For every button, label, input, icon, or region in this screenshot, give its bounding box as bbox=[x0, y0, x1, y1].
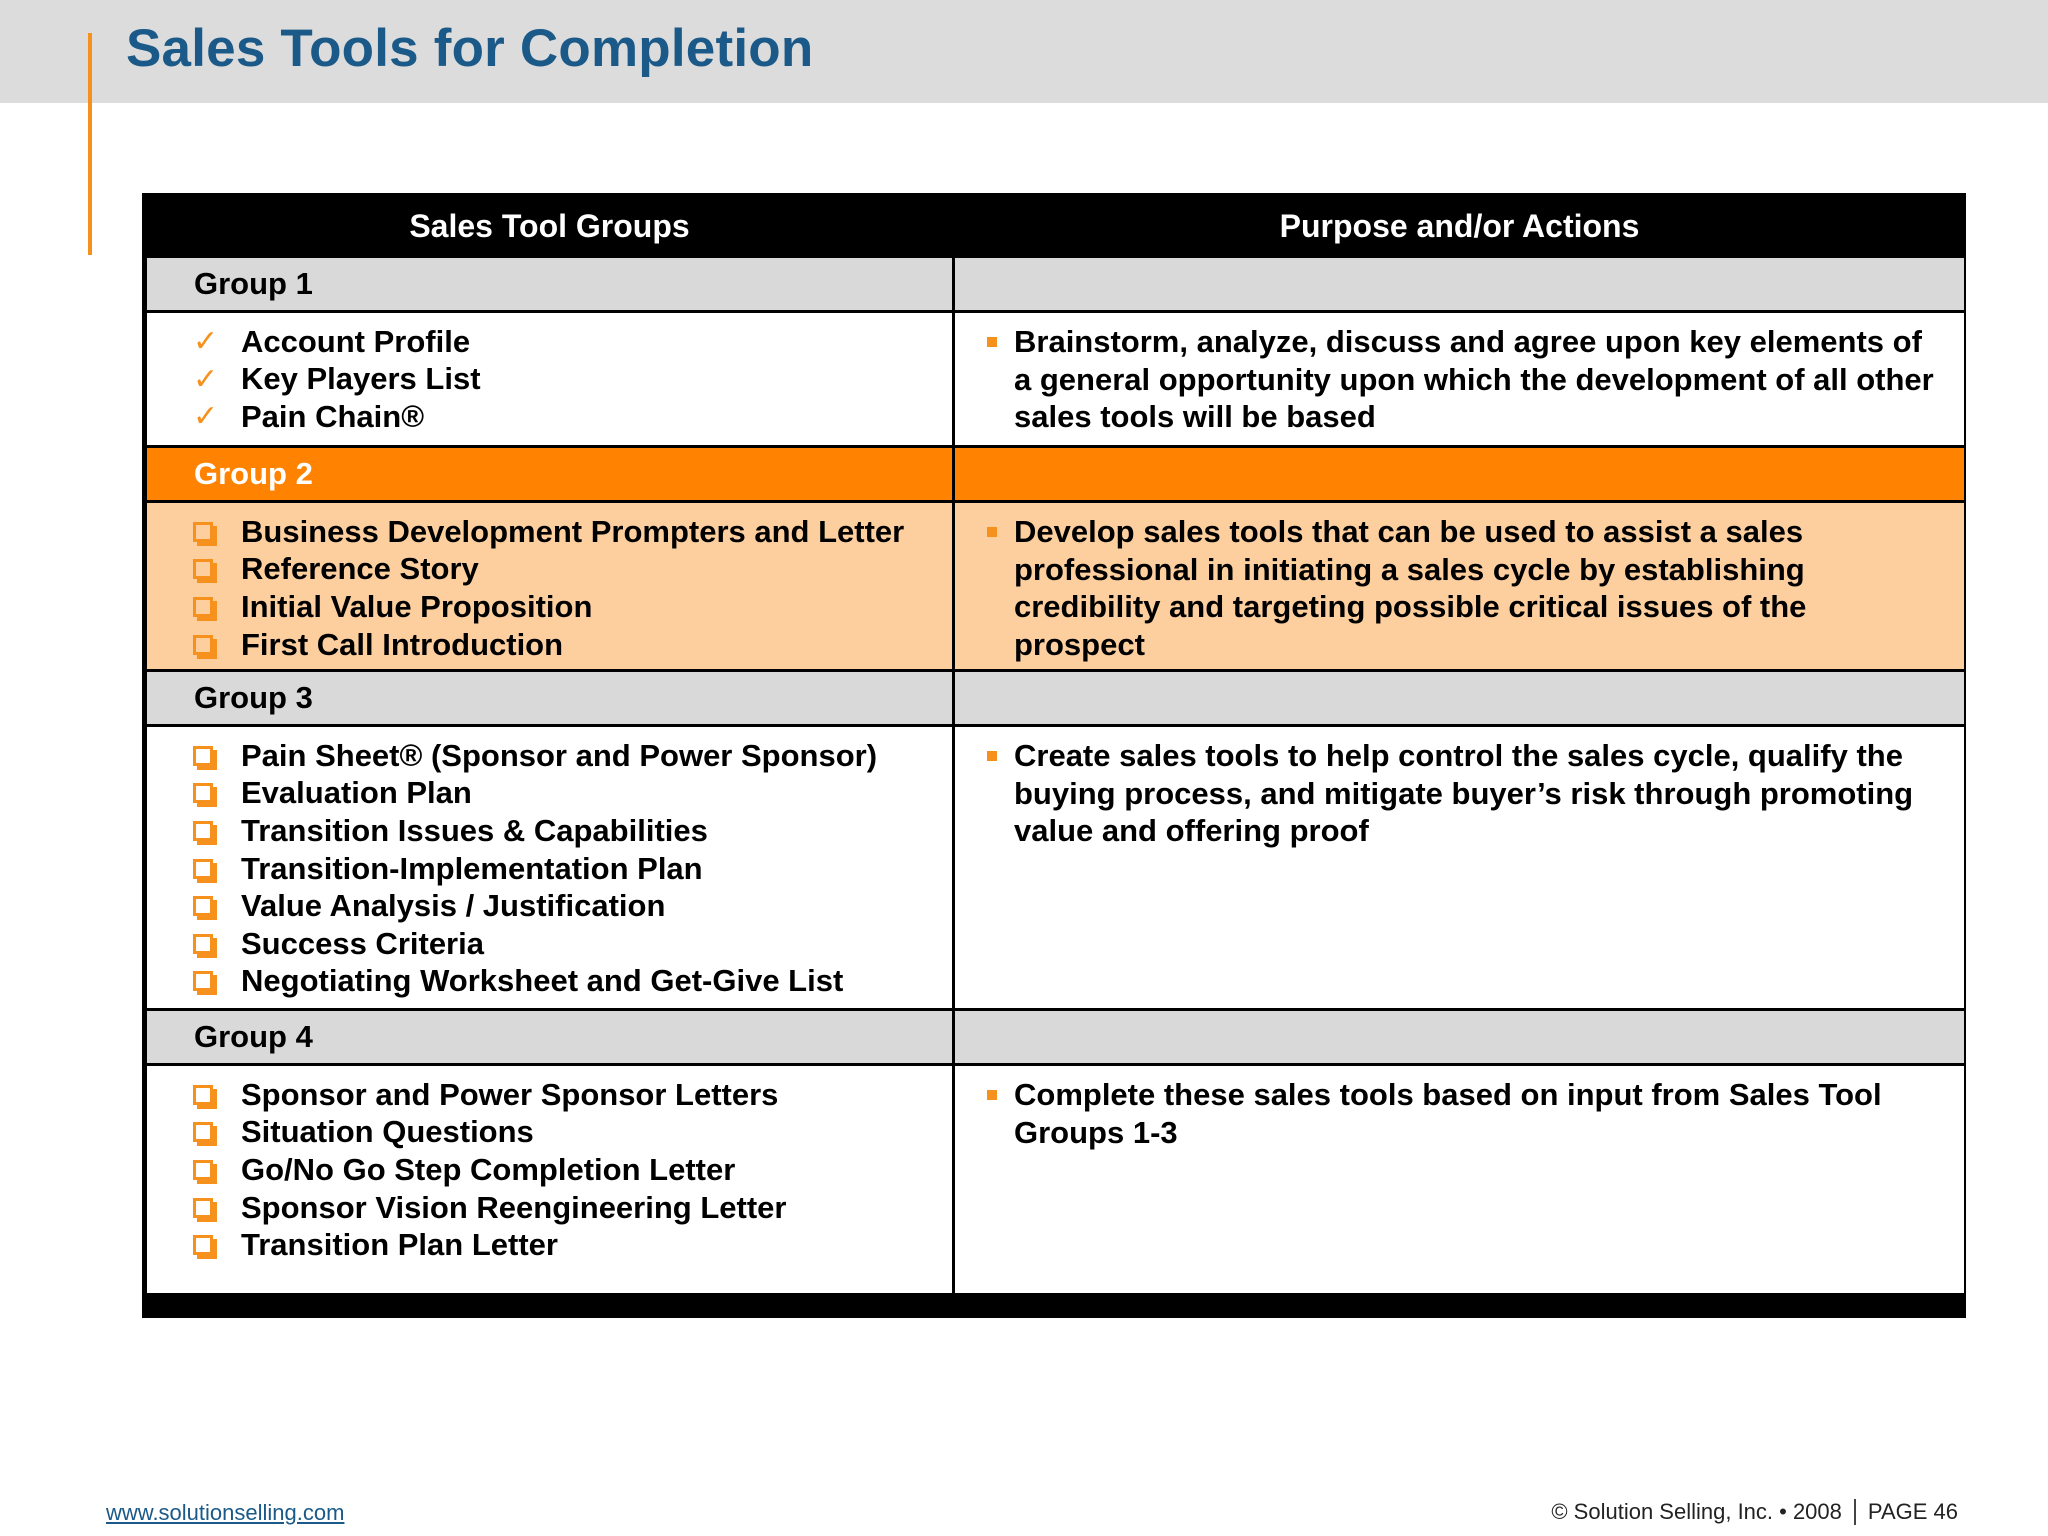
checkbox-icon bbox=[193, 934, 213, 954]
group-1-items bbox=[147, 310, 952, 445]
list-item: Success Criteria bbox=[193, 925, 952, 963]
group-4-label-filler bbox=[955, 1008, 1964, 1063]
checkbox-icon bbox=[193, 1198, 213, 1218]
list-item: Go/No Go Step Completion Letter bbox=[193, 1151, 952, 1189]
group-4-items bbox=[147, 1063, 952, 1293]
checkbox-icon bbox=[193, 635, 213, 655]
page-number: PAGE 46 bbox=[1867, 1499, 1958, 1524]
sales-tools-table bbox=[142, 193, 1966, 1318]
group-3-purpose: Create sales tools to help control the sales cycle, qualify the buying process, and mitigate buyer’s risk through promoting value and offering proof bbox=[955, 724, 1964, 1008]
checkbox-icon bbox=[193, 821, 213, 841]
column-header-purpose: Purpose and/or Actions bbox=[955, 198, 1964, 255]
list-item: Transition Plan Letter bbox=[193, 1226, 952, 1264]
group-1-label-filler bbox=[955, 255, 1964, 310]
list-item: Transition-Implementation Plan bbox=[193, 850, 952, 888]
list-item: ✓ Account Profile bbox=[193, 323, 471, 359]
group-3-label: Group 3 bbox=[147, 669, 952, 724]
group-2-items bbox=[147, 500, 952, 669]
copyright-text: © Solution Selling, Inc. • 2008 bbox=[1551, 1499, 1842, 1524]
checkmark-icon: ✓ bbox=[193, 325, 219, 359]
footer-divider bbox=[1854, 1499, 1856, 1525]
checkbox-icon bbox=[193, 1160, 213, 1180]
checkbox-icon bbox=[193, 971, 213, 991]
column-header-groups: Sales Tool Groups bbox=[147, 198, 952, 255]
accent-line bbox=[88, 33, 92, 255]
list-item: Value Analysis / Justification bbox=[193, 887, 952, 925]
group-2-purpose: Develop sales tools that can be used to assist a sales professional in initiating a sales cycle by establishing credibility and targeting possible critical issues of the prospect bbox=[955, 500, 1964, 669]
list-item: Sponsor Vision Reengineering Letter bbox=[193, 1189, 952, 1227]
group-2-label-filler bbox=[955, 445, 1964, 500]
page-title: Sales Tools for Completion bbox=[126, 19, 814, 78]
list-item: Initial Value Proposition bbox=[193, 588, 952, 626]
group-1-purpose: Brainstorm, analyze, discuss and agree upon key elements of a general opportunity upon which the development of all other sales tools will be based bbox=[955, 310, 1964, 445]
checkbox-icon bbox=[193, 559, 213, 579]
website-link[interactable]: www.solutionselling.com bbox=[106, 1500, 345, 1525]
group-1-label: Group 1 bbox=[147, 255, 952, 310]
list-item: Situation Questions bbox=[193, 1114, 952, 1152]
list-item: Evaluation Plan bbox=[193, 775, 952, 813]
checkmark-icon: ✓ bbox=[193, 400, 219, 434]
list-item: ✓ Key Players List bbox=[193, 361, 481, 397]
group-3-items bbox=[147, 724, 952, 1008]
square-bullet-icon bbox=[987, 337, 997, 347]
square-bullet-icon bbox=[987, 527, 997, 537]
checkbox-icon bbox=[193, 1085, 213, 1105]
list-item: Transition Issues & Capabilities bbox=[193, 812, 952, 850]
list-item: ✓ Pain Chain® bbox=[193, 398, 425, 434]
checkbox-icon bbox=[193, 597, 213, 617]
list-item: First Call Introduction bbox=[193, 626, 952, 664]
group-3-label-filler bbox=[955, 669, 1964, 724]
list-item: Business Development Prompters and Letter bbox=[193, 513, 952, 551]
list-item: Reference Story bbox=[193, 551, 952, 589]
checkmark-icon: ✓ bbox=[193, 362, 219, 396]
checkbox-icon bbox=[193, 859, 213, 879]
list-item: Pain Sheet® (Sponsor and Power Sponsor) bbox=[193, 737, 952, 775]
checkbox-icon bbox=[193, 746, 213, 766]
checkbox-icon bbox=[193, 1122, 213, 1142]
checkbox-icon bbox=[193, 1235, 213, 1255]
group-2-label: Group 2 bbox=[147, 445, 952, 500]
footer-copyright-block bbox=[1551, 1499, 1958, 1525]
checkbox-icon bbox=[193, 522, 213, 542]
checkbox-icon bbox=[193, 783, 213, 803]
list-item: Negotiating Worksheet and Get-Give List bbox=[193, 963, 952, 1001]
group-4-purpose: Complete these sales tools based on input from Sales Tool Groups 1-3 bbox=[955, 1063, 1964, 1293]
list-item: Sponsor and Power Sponsor Letters bbox=[193, 1076, 952, 1114]
square-bullet-icon bbox=[987, 751, 997, 761]
square-bullet-icon bbox=[987, 1090, 997, 1100]
group-4-label: Group 4 bbox=[147, 1008, 952, 1063]
checkbox-icon bbox=[193, 896, 213, 916]
